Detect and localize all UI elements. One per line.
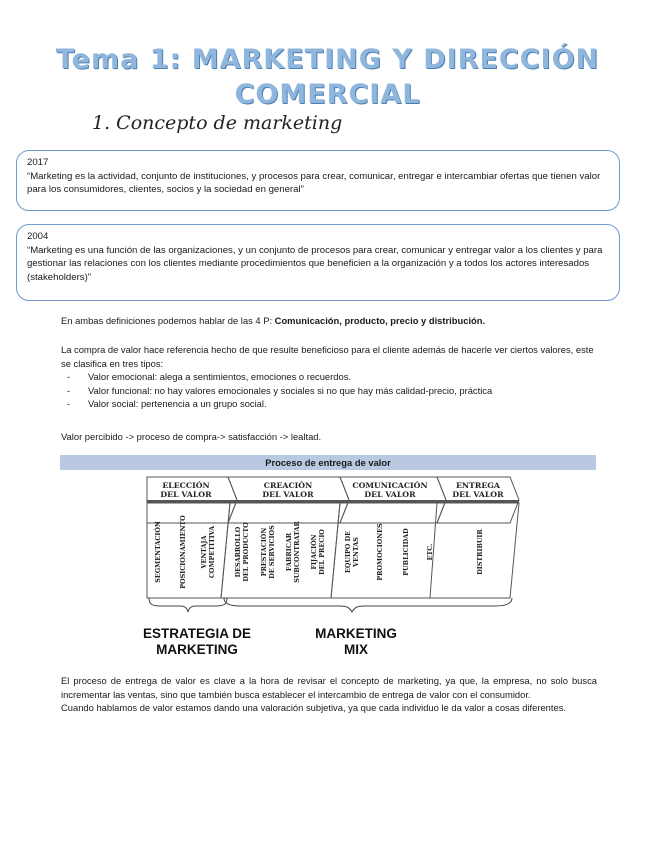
- value-delivery-diagram: [140, 474, 525, 614]
- activity-label: DISTRIBUIR: [476, 529, 484, 575]
- definition-year: 2017: [27, 157, 49, 168]
- activity-label: SEGMENTACIÓN: [154, 521, 162, 583]
- header-entrega-l1: ENTREGA: [455, 481, 501, 490]
- page-title-line2: COMERCIAL: [234, 79, 421, 110]
- activity-label: COMPETITIVA: [208, 525, 216, 579]
- four-p-bold: Comunicación, producto, precio y distribución.: [274, 315, 486, 326]
- activity-label: PUBLICIDAD: [402, 528, 410, 576]
- list-item: - Valor funcional: no hay valores emocionales y sociales si no que hay más calidad-precio, práctica: [67, 384, 493, 396]
- definition-text: “Marketing es una función de las organizaciones, y un conjunto de procesos para crear, comunicar y entregar valor a los clientes y para gestionar las relaciones con los clientes mediante procedimientos que beneficien a la organización y a todos los actores interesados (stakeholders)”: [27, 244, 603, 283]
- activity-label: VENTAJA: [200, 535, 208, 569]
- activity-label: DEL PRODUCTO: [242, 522, 250, 582]
- value-paragraph: [61, 343, 597, 411]
- header-eleccion-l2: DEL VALOR: [160, 490, 212, 499]
- value-intro: La compra de valor hace referencia hecho de que resulte beneficioso para el cliente además de hacerle ver ciertos valores, este se clasifica en tres tipos:: [61, 344, 594, 369]
- activity-label: DESARROLLO: [234, 526, 242, 578]
- activity-label: VENTAS: [352, 537, 360, 567]
- activity-label: FIJACIÓN: [310, 534, 318, 570]
- activity-label: FABRICAR: [285, 532, 293, 572]
- header-comunicacion-l1: COMUNICACIÓN: [352, 481, 428, 490]
- list-item: - Valor emocional: alega a sentimientos, emociones o recuerdos.: [67, 371, 351, 382]
- value-types-list: [61, 370, 597, 411]
- definition-box-2017: [16, 150, 620, 211]
- activity-label: PRESTACIÓN: [260, 527, 268, 577]
- header-eleccion-l1: ELECCIÓN: [162, 481, 210, 490]
- activity-label: DE SERVICIOS: [268, 525, 276, 579]
- value-chain: Valor percibido -> proceso de compra-> satisfacción -> lealtad.: [61, 431, 322, 442]
- group-label-strategy: ESTRATEGIA DE MARKETING: [142, 626, 251, 657]
- section-heading: 1. Concepto de marketing: [92, 112, 343, 134]
- activity-label: PROMOCIONES: [376, 523, 384, 581]
- definition-text: “Marketing es la actividad, conjunto de instituciones, y procesos para crear, comunicar, entregar e intercambiar ofertas que tienen valor para los consumidores, clientes, socios y la sociedad en general”: [27, 170, 601, 195]
- four-p-paragraph: [61, 314, 597, 328]
- activity-label: EQUIPO DE: [344, 530, 352, 574]
- list-item: - Valor social: pertenencia a un grupo social.: [67, 398, 267, 409]
- header-creacion-l1: CREACIÓN: [263, 481, 313, 490]
- header-comunicacion-l2: DEL VALOR: [364, 490, 416, 499]
- definition-year: 2004: [27, 231, 49, 242]
- four-p-prefix: En ambas definiciones podemos hablar de las 4 P:: [61, 315, 275, 326]
- activity-label: ETC.: [426, 543, 434, 561]
- definition-box-2004: [16, 224, 620, 301]
- header-creacion-l2: DEL VALOR: [262, 490, 314, 499]
- diagram-title: Proceso de entrega de valor: [60, 455, 596, 470]
- activity-label: POSICIONAMIENTO: [179, 515, 187, 589]
- group-label-marketing-mix: MARKETING MIX: [315, 626, 397, 657]
- activity-label: SUBCONTRATAR: [293, 521, 301, 583]
- closing-paragraph: El proceso de entrega de valor es clave a la hora de revisar el concepto de marketing, ya que, la empresa, no solo busca incrementar las ventas, sino que también busca establecer el intercambio de entrega de valor con el consumidor. Cuando hablamos de valor estamos dando una valoración subjetiva, ya que cada individuo le da valor a cosas diferentes.: [61, 675, 597, 713]
- header-entrega-l2: DEL VALOR: [452, 490, 504, 499]
- activity-label: DEL PRECIO: [318, 529, 326, 575]
- page-title-line1: Tema 1: MARKETING Y DIRECCIÓN: [55, 44, 600, 75]
